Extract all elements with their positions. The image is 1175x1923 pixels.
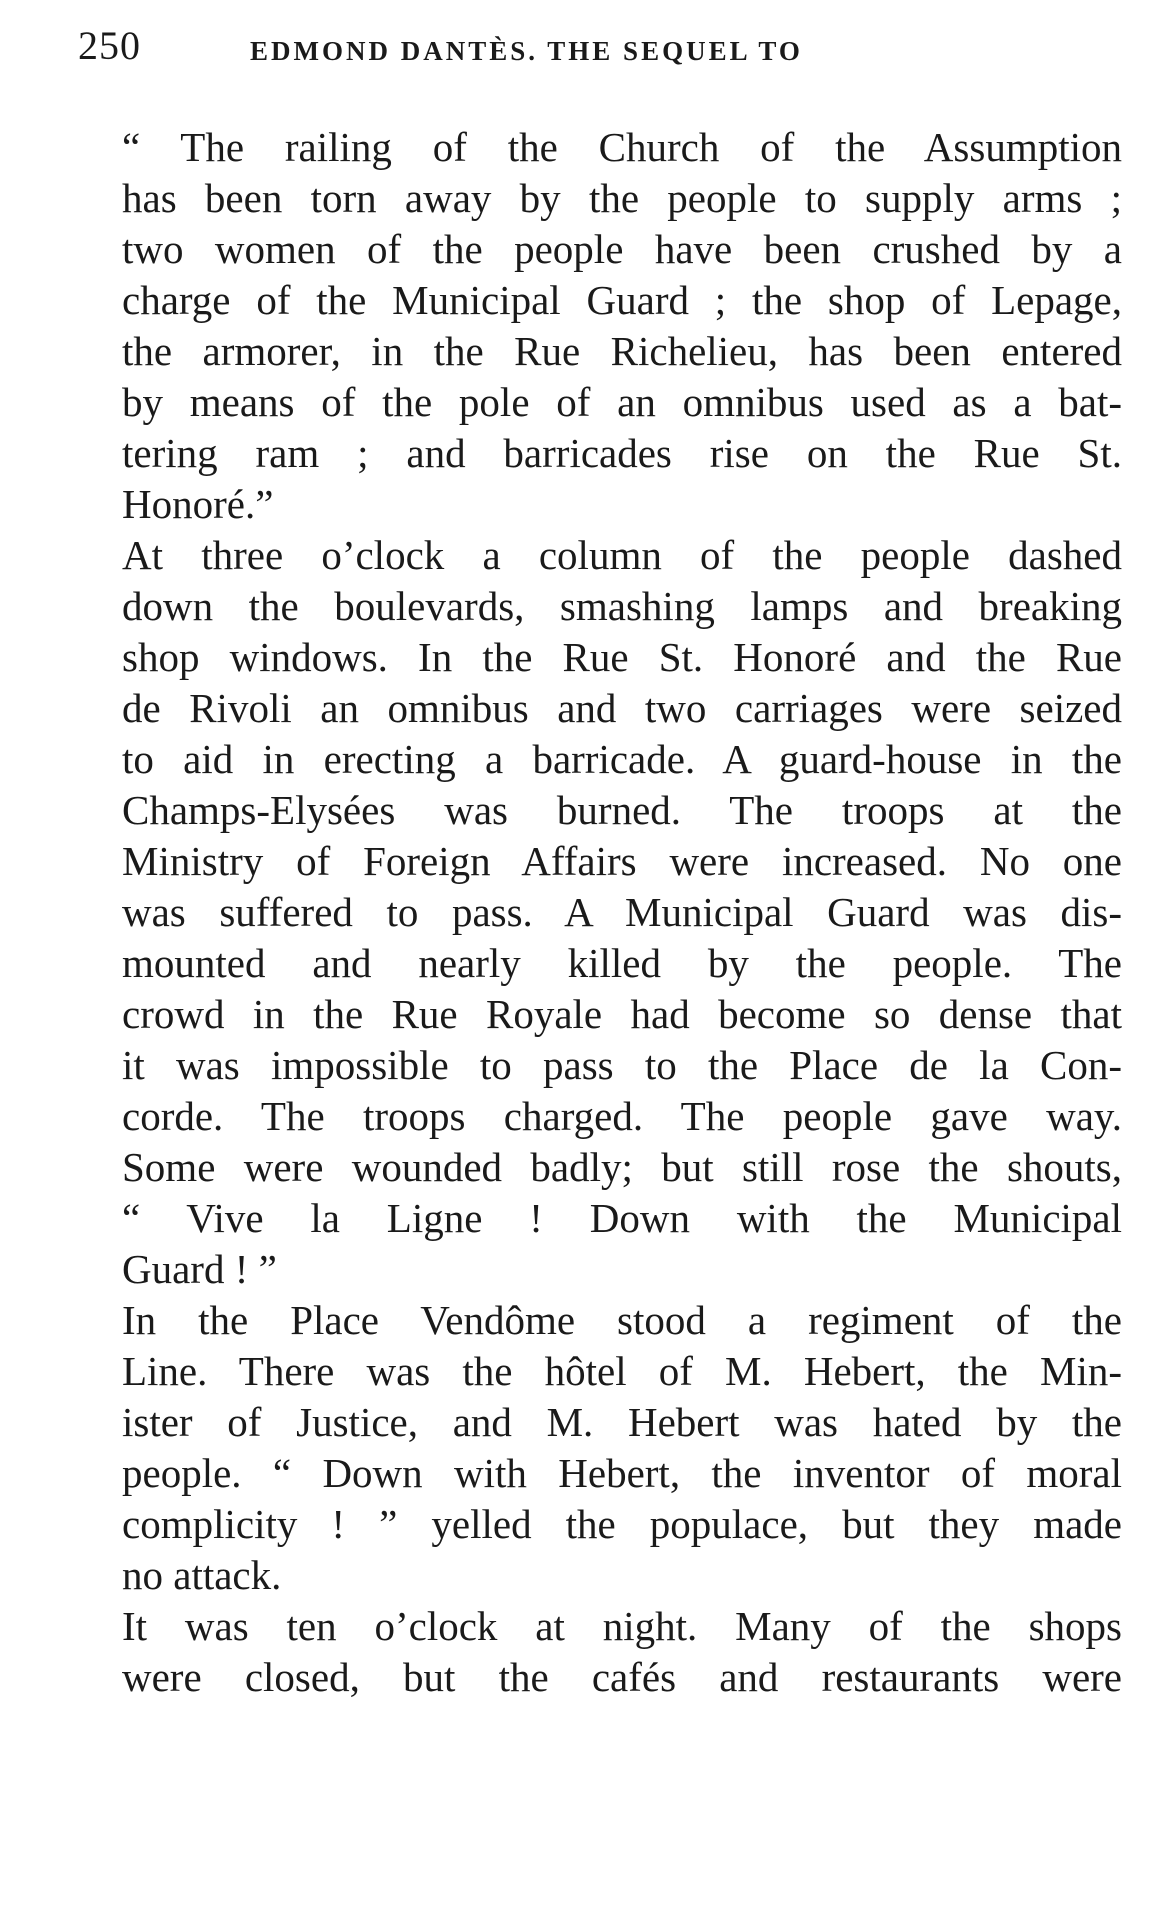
text-line: It was ten o’clock at night. Many of the shops: [122, 1603, 1122, 1649]
paragraph: [76, 530, 1122, 1295]
text-line: “ Vive la Ligne ! Down with the Municipal: [122, 1195, 1122, 1241]
text-line: crowd in the Rue Royale had become so dense that: [122, 991, 1122, 1037]
text-line: by means of the pole of an omnibus used as a bat-: [122, 379, 1122, 425]
text-line: corde. The troops charged. The people gave way.: [122, 1093, 1122, 1139]
text-line: Some were wounded badly; but still rose the shouts,: [122, 1144, 1122, 1190]
page-number: 250: [78, 23, 141, 68]
text-line: ister of Justice, and M. Hebert was hated by the: [122, 1399, 1122, 1445]
text-line: Honoré.”: [122, 481, 274, 527]
text-line: it was impossible to pass to the Place de la Con-: [122, 1042, 1122, 1088]
text-line: Champs-Elysées was burned. The troops at the: [122, 787, 1122, 833]
text-line: shop windows. In the Rue St. Honoré and the Rue: [122, 634, 1122, 680]
body-text: [76, 122, 1122, 1703]
text-line: people. “ Down with Hebert, the inventor of moral: [122, 1450, 1122, 1496]
text-line: has been torn away by the people to supply arms ;: [122, 175, 1122, 221]
running-title: EDMOND DANTÈS. THE SEQUEL TO: [250, 36, 803, 66]
text-line: was suffered to pass. A Municipal Guard was dis-: [122, 889, 1122, 935]
text-line: down the boulevards, smashing lamps and breaking: [122, 583, 1122, 629]
text-line: Ministry of Foreign Affairs were increased. No one: [122, 838, 1122, 884]
text-line: Guard ! ”: [122, 1246, 277, 1292]
text-line: mounted and nearly killed by the people. The: [122, 940, 1122, 986]
text-line: no attack.: [122, 1552, 282, 1598]
text-line: charge of the Municipal Guard ; the shop of Lepage,: [122, 277, 1122, 323]
text-line: Line. There was the hôtel of M. Hebert, the Min-: [122, 1348, 1122, 1394]
text-line: the armorer, in the Rue Richelieu, has been entered: [122, 328, 1122, 374]
text-line: In the Place Vendôme stood a regiment of the: [122, 1297, 1122, 1343]
text-line: complicity ! ” yelled the populace, but they made: [122, 1501, 1122, 1547]
text-line: to aid in erecting a barricade. A guard-house in the: [122, 736, 1122, 782]
running-head: [78, 20, 1118, 80]
text-line: two women of the people have been crushed by a: [122, 226, 1122, 272]
text-line: were closed, but the cafés and restaurants were: [122, 1654, 1122, 1700]
paragraph: [76, 1295, 1122, 1601]
paragraph: [76, 122, 1122, 530]
text-line: de Rivoli an omnibus and two carriages were seized: [122, 685, 1122, 731]
paragraph: [76, 1601, 1122, 1703]
text-line: “ The railing of the Church of the Assumption: [122, 124, 1122, 170]
text-line: tering ram ; and barricades rise on the Rue St.: [122, 430, 1122, 476]
text-line: At three o’clock a column of the people dashed: [122, 532, 1122, 578]
